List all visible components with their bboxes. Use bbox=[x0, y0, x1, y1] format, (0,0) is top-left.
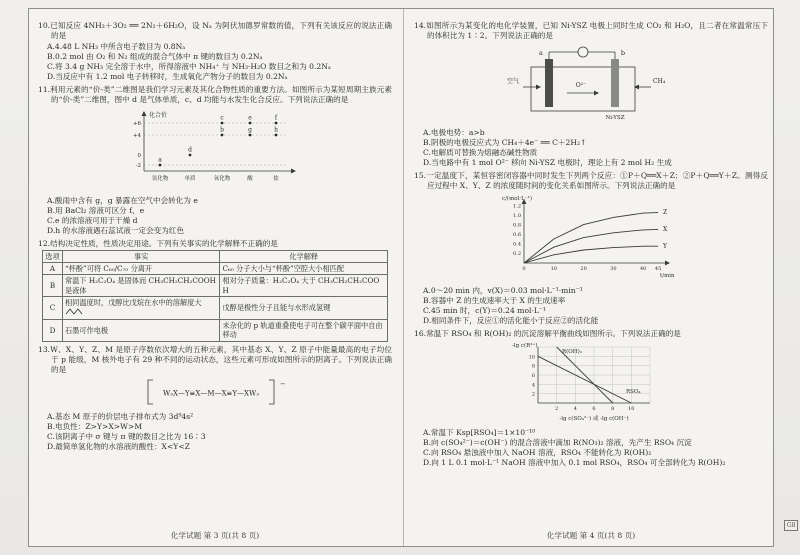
question-14-option-b: B.阴极的电极反应式为 CH₄＋4e⁻ ══ C＋2H₂↑ bbox=[423, 138, 587, 147]
y-tick: 4 bbox=[531, 382, 535, 389]
footer-page-4: 化学试题 第 4 页(共 8 页) bbox=[546, 531, 636, 540]
y-tick: -2 bbox=[135, 163, 141, 169]
table-row bbox=[43, 296, 388, 319]
question-16-stem: 16.常温下 RSO₄ 和 R(OH)₂ 的沉淀溶解平衡曲线如图所示。下列说法正确的是 bbox=[414, 329, 681, 338]
row-key: D bbox=[43, 320, 63, 341]
question-10-option-d: D.当反应中有 1.2 mol 电子转移时，生成氧化产物分子的数目为 0.2Nₐ bbox=[47, 72, 288, 81]
right-bracket bbox=[269, 380, 274, 404]
category-label: 盐 bbox=[273, 176, 279, 182]
question-13-stem: 13.W、X、Y、Z、M 是原子序数依次增大的五种元素，其中基态 X、Y、Z 原子中能量最高的电子均位于 p 能级，M 核外电子有 29 种不同的运动状态，这些元素可形成如图所示的阴离子。下列说法正确的是 bbox=[38, 344, 392, 374]
y-tick: 1.0 bbox=[513, 213, 521, 219]
anion-formula: W₃X—Y≡X—M—X≡Y—XW₃ bbox=[162, 389, 260, 398]
electrode-a-label: a bbox=[539, 49, 543, 57]
question-16-figure bbox=[414, 341, 768, 426]
row-explanation: 相对分子质量：H₂C₂O₄ 大于 CH₃CH₂CH₂COOH bbox=[220, 275, 388, 296]
y-axis-label: 化合价 bbox=[149, 112, 168, 119]
y-tick: 0.2 bbox=[513, 251, 521, 257]
anion-structure-diagram bbox=[140, 377, 290, 407]
table-row bbox=[43, 320, 388, 341]
y-tick: 0 bbox=[137, 153, 141, 159]
solubility-equilibrium-chart bbox=[510, 341, 672, 423]
point-label: a bbox=[158, 156, 162, 164]
y-tick-labels bbox=[513, 204, 521, 258]
question-16-option-a: A.常温下 Ksp[RSO₄]＝1×10⁻¹⁰ bbox=[423, 428, 536, 437]
question-11-figure bbox=[38, 107, 392, 194]
question-11-option-c: C.e 的浓溶液可用于干燥 d bbox=[47, 216, 138, 225]
question-14-option-a: A.电极电势：a>b bbox=[423, 128, 485, 137]
question-16-option-d: D.向 1 L 0.1 mol·L⁻¹ NaOH 溶液中加入 0.1 mol RSO₄，RSO₄ 可全部转化为 R(OH)₂ bbox=[423, 458, 726, 467]
x-tick: 10 bbox=[550, 266, 557, 272]
left-bracket bbox=[148, 380, 153, 404]
x-tick: 2 bbox=[555, 406, 559, 412]
ion-flow-arrow bbox=[567, 91, 599, 96]
question-15-option-d: D.相同条件下，反应①的活化能小于反应②的活化能 bbox=[423, 316, 599, 325]
category-label: 酸 bbox=[247, 176, 253, 182]
page-divider bbox=[403, 9, 404, 546]
ni-ysz-label: Ni-YSZ bbox=[605, 115, 625, 121]
footer-page-3: 化学试题 第 3 页(共 8 页) bbox=[170, 531, 260, 540]
electrode-b bbox=[611, 59, 619, 107]
point-label: b bbox=[220, 126, 224, 134]
y-tick: 0.8 bbox=[513, 222, 521, 229]
question-16-option-b: B.向 c(SO₄²⁻)＝c(OH⁻) 的混合溶液中滴加 R(NO₃)₂ 溶液，先产生 RSO₄ 沉淀 bbox=[423, 438, 692, 447]
diagram-grid bbox=[144, 123, 288, 165]
question-14-figure bbox=[414, 43, 768, 126]
question-13-option-a: A.基态 M 原子的价层电子排布式为 3d⁹4s² bbox=[47, 411, 194, 421]
question-15-option-b: B.容器中 Z 的生成速率大于 X 的生成速率 bbox=[423, 296, 566, 305]
concentration-time-chart bbox=[500, 193, 682, 281]
question-14-option-d: D.当电路中有 1 mol O²⁻ 移向 Ni-YSZ 电极时，理论上有 2 mol H₂ 生成 bbox=[423, 158, 672, 167]
air-label: 空气 bbox=[507, 78, 520, 85]
row-explanation: 未杂化的 p 轨道重叠使电子可在整个碳平面中自由移动 bbox=[220, 320, 388, 341]
curve-label-Y: Y bbox=[663, 243, 667, 250]
question-10-stem: 10.已知反应 4NH₃＋3O₂ ══ 2N₂＋6H₂O，设 Nₐ 为阿伏加德罗常数的值，下列有关该反应的说法正确的是 bbox=[38, 21, 392, 40]
question-13-figure bbox=[38, 377, 392, 410]
x-tick: 30 bbox=[610, 266, 617, 272]
x-axis-label: -lg c(SO₄²⁻) 或 -lg c(OH⁻) bbox=[559, 416, 629, 422]
row-fact-text: 相同温度时，戊醇比戊烷在水中的溶解度大 bbox=[64, 297, 202, 307]
electrochemical-cell-diagram bbox=[501, 43, 681, 123]
y-tick: 6 bbox=[531, 373, 535, 379]
curve-label-Z: Z bbox=[663, 209, 668, 216]
y-axis-label: -lg c(R²⁺) bbox=[512, 343, 538, 349]
category-label: 氧化物 bbox=[213, 176, 231, 182]
question-15-option-c: C.45 min 时，c(Y)＝0.24 mol·L⁻¹ bbox=[423, 306, 546, 315]
y-tick-labels bbox=[133, 121, 142, 169]
oxide-ion-label: O²⁻ bbox=[575, 82, 587, 89]
page-frame bbox=[28, 8, 774, 547]
curve-Y bbox=[524, 246, 658, 263]
question-11 bbox=[38, 85, 392, 236]
x-axis-label: t/min bbox=[660, 273, 675, 279]
x-tick: 20 bbox=[580, 266, 587, 272]
point-label: h bbox=[274, 126, 278, 134]
x-tick: 6 bbox=[592, 406, 596, 412]
row-fact bbox=[62, 296, 220, 319]
question-13-option-d: D.最简单氢化物的水溶液的酸性：X<Y<Z bbox=[47, 441, 190, 451]
line-RSO4-label: RSO₄ bbox=[626, 389, 641, 395]
valence-category-diagram bbox=[126, 107, 304, 191]
y-tick: 8 bbox=[531, 363, 535, 370]
question-11-stem: 11.利用元素的“价-类”二维图是我们学习元素及其化合物性质的重要方法。如图所示为某短周期主族元素的“价-类”二维图，图中 d 是气体单质，c、d 均能与水发生化合反应。下列说法正确的是 bbox=[38, 85, 392, 104]
point-label: c bbox=[220, 114, 224, 122]
question-10 bbox=[38, 21, 392, 82]
table-row bbox=[43, 275, 388, 296]
row-fact: 常温下 H₂C₂O₄ 是固体而 CH₃CH₂CH₂COOH 是液体 bbox=[62, 275, 220, 296]
row-fact: “杯酚”可将 C₆₀/C₇₀ 分离开 bbox=[62, 263, 220, 275]
data-points bbox=[158, 115, 278, 167]
methane-inlet bbox=[634, 78, 666, 90]
row-key: C bbox=[43, 296, 63, 319]
question-13-option-b: B.电负性：Z>Y>X>W>M bbox=[47, 421, 143, 431]
x-tick-labels bbox=[555, 406, 634, 412]
methane-label: CH₄ bbox=[653, 78, 666, 85]
air-inlet bbox=[507, 77, 541, 90]
x-tick: 45 bbox=[654, 266, 662, 272]
chart-axes bbox=[522, 199, 671, 266]
row-key: A bbox=[43, 263, 63, 275]
page-4-column bbox=[414, 21, 768, 471]
x-tick: 4 bbox=[573, 406, 577, 412]
external-circuit bbox=[549, 47, 615, 60]
y-tick: +6 bbox=[132, 121, 141, 127]
row-explanation: C₆₀ 分子大小与“杯酚”空腔大小相匹配 bbox=[220, 263, 388, 275]
x-tick: 10 bbox=[628, 406, 635, 412]
row-explanation: 戊醇是极性分子且能与水形成氢键 bbox=[220, 296, 388, 319]
page-3-column bbox=[38, 21, 392, 455]
category-label: 单质 bbox=[184, 176, 196, 182]
x-tick: 0 bbox=[522, 266, 526, 272]
question-12-table bbox=[42, 250, 388, 342]
point-label: g bbox=[248, 126, 252, 134]
y-tick: 2 bbox=[531, 391, 535, 398]
row-fact: 石墨可作电极 bbox=[62, 320, 220, 341]
question-12-stem: 12.结构决定性质，性质决定用途。下列有关事实的化学解释不正确的是 bbox=[38, 239, 278, 248]
y-tick: 1.2 bbox=[513, 203, 521, 210]
category-label: 氢化物 bbox=[151, 176, 169, 182]
header-option: 选项 bbox=[43, 251, 63, 263]
point-label: e bbox=[248, 114, 252, 122]
question-16 bbox=[414, 329, 768, 468]
question-14 bbox=[414, 21, 768, 168]
x-tick: 40 bbox=[640, 266, 647, 272]
question-13-option-c: C.该阴离子中 σ 键与 π 键的数目之比为 16∶3 bbox=[47, 431, 206, 441]
y-axis-label: c/(mol·L⁻¹) bbox=[502, 196, 533, 202]
question-11-option-a: A.酸雨中含有 g，g 暴露在空气中会转化为 e bbox=[47, 196, 198, 205]
question-15-stem: 15.一定温度下，某恒容密闭容器中同时发生下列两个反应：①P＋Q══X＋Z；②P＋Q══Y＋Z。测得反应过程中 X、Y、Z 的浓度随时间的变化关系如图所示。下列说法正确的是 bbox=[414, 171, 768, 190]
curve-Z bbox=[524, 213, 658, 263]
question-14-stem: 14.如图所示为某变化的电化学装置，已知 Ni-YSZ 电极上同时生成 CO₂ 和 H₂O，且二者在常温常压下的体积比为 1∶2。下列说法正确的是 bbox=[414, 21, 768, 40]
curve-label-X: X bbox=[663, 226, 668, 233]
curve-labels bbox=[662, 209, 668, 250]
question-11-option-d: D.h 的水溶液遇石蕊试液一定会变为红色 bbox=[47, 226, 185, 235]
question-14-option-c: C.电解质可替换为熔融态碱性物质 bbox=[423, 148, 538, 157]
question-11-option-b: B.用 BaCl₂ 溶液可区分 f、e bbox=[47, 206, 145, 215]
table-header-row bbox=[43, 251, 388, 263]
y-tick-labels bbox=[529, 354, 535, 397]
question-12 bbox=[38, 239, 392, 342]
question-15 bbox=[414, 171, 768, 326]
point-label: f bbox=[274, 114, 278, 122]
table-row bbox=[43, 263, 388, 275]
header-fact: 事实 bbox=[62, 251, 220, 263]
question-13 bbox=[38, 345, 392, 452]
question-10-option-b: B.0.2 mol 由 O₂ 和 N₂ 组成的混合气体中 π 键的数目为 0.2Nₐ bbox=[47, 52, 263, 61]
x-tick: 8 bbox=[611, 406, 615, 412]
question-15-option-a: A.0～20 min 内，v(X)＝0.03 mol·L⁻¹·min⁻¹ bbox=[423, 286, 583, 295]
diagram-axes bbox=[142, 111, 297, 174]
x-category-labels bbox=[152, 174, 280, 182]
x-tick-labels bbox=[522, 266, 661, 272]
electrode-b-label: b bbox=[620, 49, 626, 57]
question-16-option-c: C.向 RSO₄ 悬浊液中加入 NaOH 溶液，RSO₄ 不能转化为 R(OH)₂ bbox=[423, 448, 652, 457]
y-tick: 0.4 bbox=[513, 241, 521, 248]
anion-charge: − bbox=[280, 379, 286, 388]
line-RSO4 bbox=[538, 356, 631, 403]
question-10-option-a: A.4.48 L NH₃ 中所含电子数目为 0.8Nₐ bbox=[47, 42, 186, 51]
row-key: B bbox=[43, 275, 63, 296]
y-tick: 10 bbox=[528, 354, 535, 361]
question-15-figure bbox=[414, 193, 768, 284]
pentanol-structure-icon bbox=[65, 307, 83, 316]
electrode-a bbox=[545, 59, 553, 107]
point-label: d bbox=[188, 146, 192, 154]
header-explanation: 化学解释 bbox=[220, 251, 388, 263]
line-ROH2-label: R(OH)₂ bbox=[562, 349, 582, 355]
y-tick: +4 bbox=[132, 133, 141, 139]
corner-mark: G8 bbox=[784, 520, 798, 531]
y-tick: 0.6 bbox=[513, 232, 521, 238]
question-10-option-c: C.将 3.4 g NH₃ 完全溶于水中，所得溶液中 NH₄⁺ 与 NH₃·H₂O 数目之和为 0.2Nₐ bbox=[47, 62, 331, 71]
